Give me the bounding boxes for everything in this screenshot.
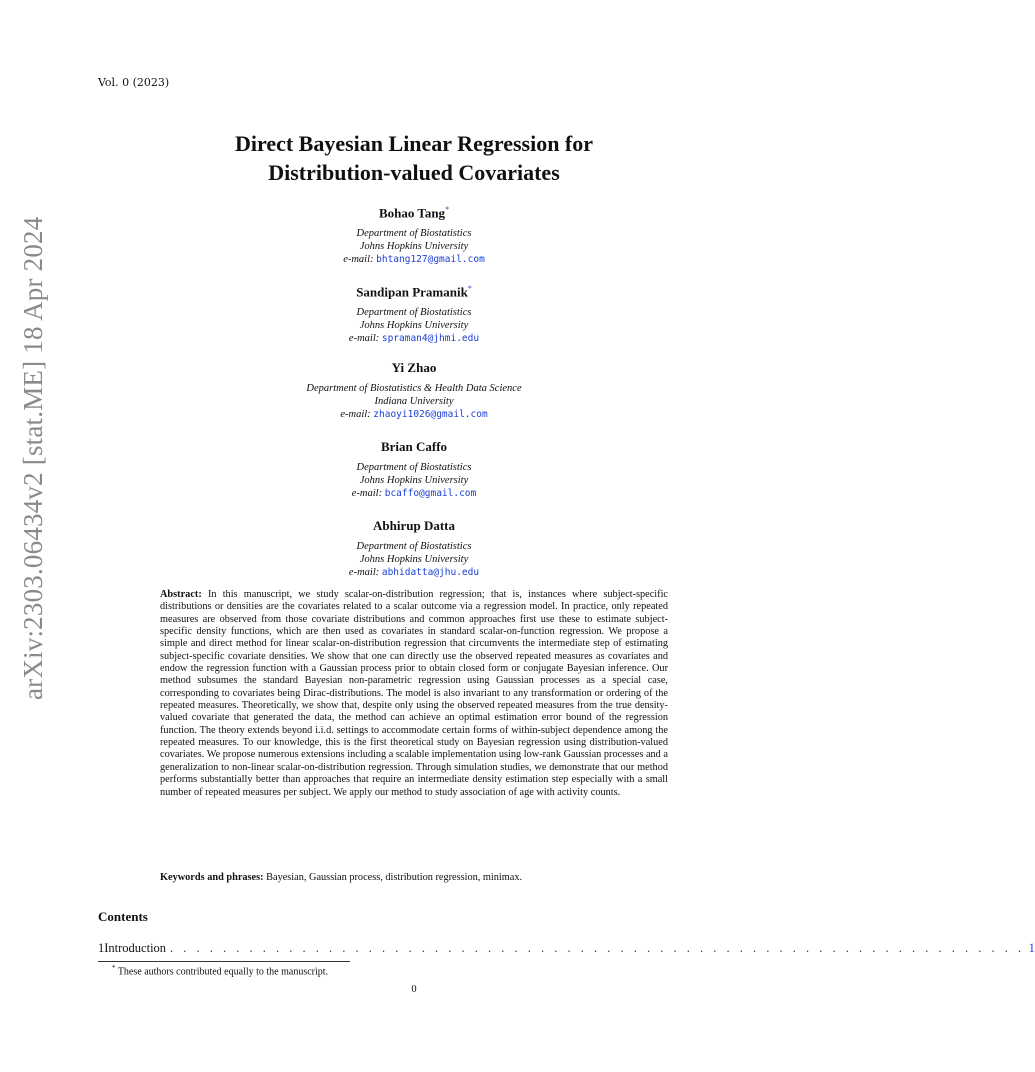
toc-entry-introduction[interactable] [98, 941, 1035, 956]
contents-heading: Contents [98, 909, 148, 924]
footnote-mark: * [112, 964, 116, 972]
author-email-line: e-mail: abhidatta@jhu.edu [348, 567, 480, 578]
author-university: Johns Hopkins University [359, 554, 469, 565]
footnote-divider [98, 961, 350, 962]
toc-leader-dots: . . . . . . . . . . . . . . . . . . . . . . . . . . . . . . . . . . . . . . . . . . . . . . . . . . . . . . . . . . . . . . . . . [170, 941, 1025, 955]
toc-entry-number: 1 [98, 941, 105, 955]
author-university: Johns Hopkins University [359, 320, 469, 332]
abstract-label: Abstract: [160, 589, 202, 600]
author-department: Department of Biostatistics [356, 541, 472, 552]
author-department: Department of Biostatistics & Health Data Science [306, 383, 522, 394]
author-email-line: e-mail: bhtang127@gmail.com [343, 254, 485, 266]
author-email-line: e-mail: bcaffo@gmail.com [351, 488, 477, 499]
email-link[interactable]: abhidatta@jhu.edu [381, 567, 480, 578]
author-email-line: e-mail: zhaoyi1026@gmail.com [340, 409, 488, 420]
author-block-2 [180, 280, 648, 345]
email-link[interactable]: bcaffo@gmail.com [384, 488, 477, 499]
author-name: Yi Zhao [391, 360, 437, 375]
author-block-5 [180, 517, 648, 579]
author-university: Johns Hopkins University [359, 475, 469, 486]
author-name: Bohao Tang* [378, 205, 450, 221]
author-block-4 [180, 438, 648, 500]
author-university: Johns Hopkins University [359, 241, 469, 253]
author-university: Indiana University [374, 396, 454, 407]
author-department: Department of Biostatistics [356, 462, 472, 473]
page-number: 0 [411, 984, 417, 995]
email-link[interactable]: zhaoyi1026@gmail.com [373, 409, 488, 420]
author-block-3 [180, 359, 648, 421]
title-line-2: Distribution-valued Covariates [268, 160, 560, 185]
toc-entry-title[interactable]: Introduction [104, 941, 167, 955]
footnote-mark[interactable]: * [445, 205, 450, 214]
paper-title [100, 129, 728, 187]
author-email-line: e-mail: spraman4@jhmi.edu [348, 333, 480, 345]
author-name: Sandipan Pramanik* [356, 284, 472, 300]
footnote [112, 964, 328, 977]
author-block-1 [180, 201, 648, 266]
keywords-text: Bayesian, Gaussian process, distribution regression, minimax. [266, 872, 523, 883]
author-name: Abhirup Datta [373, 518, 455, 533]
email-link[interactable]: spraman4@jhmi.edu [381, 333, 480, 345]
author-department: Department of Biostatistics [356, 228, 472, 240]
author-name: Brian Caffo [380, 439, 448, 454]
keywords [160, 872, 668, 883]
abstract-text: In this manuscript, we study scalar-on-distribution regression; that is, instances where subject-specific distributions or densities are the covariates related to a scalar outcome via a regression model. In practice, only repeated measures are observed from those covariate distributions and common approaches first use these to estimate subject-specific density functions, which are then used as covariates in standard scalar-on-function regression. We propose a simple and direct method for linear scalar-on-distribution regression that circumvents the intermediate step of estimating subject-specific covariate densities. We show that one can directly use the observed repeated measures as covariates and endow the regression function with a Gaussian process prior to obtain closed form or conjugate Bayesian inference. Our method subsumes the standard Bayesian non-parametric regression using Gaussian processes as a special case, corresponding to covariates being Dirac-distributions. The model is also invariant to any transformation or ordering of the repeated measures. Theoretically, we show that, despite only using the observed repeated measures from the true density-valued covariate that generated the data, the method can achieve an optimal estimation error bound of the regression function. The theory extends beyond i.i.d. settings to accommodate certain forms of within-subject dependence among the repeated measures. To our knowledge, this is the first theoretical study on Bayesian regression using distribution-valued covariates. We propose numerous extensions including a scalable implementation using low-rank Gaussian processes and a generalization to non-linear scalar-on-distribution regression. Through simulation studies, we demonstrate that our method performs substantially better than approaches that require an intermediate density estimation step especially with a small number of repeated measures per subject. We apply our method to study association of age with activity counts. [160, 589, 668, 798]
title-line-1: Direct Bayesian Linear Regression for [234, 131, 594, 156]
footnote-text: These authors contributed equally to the manuscript. [117, 966, 329, 978]
volume-label: Vol. 0 (2023) [98, 76, 170, 89]
footnote-mark[interactable]: * [467, 284, 472, 293]
abstract [160, 589, 668, 799]
author-department: Department of Biostatistics [356, 307, 472, 319]
toc-page-link[interactable]: 1 [1028, 941, 1035, 955]
keywords-label: Keywords and phrases: [160, 872, 264, 883]
email-link[interactable]: bhtang127@gmail.com [376, 254, 485, 266]
